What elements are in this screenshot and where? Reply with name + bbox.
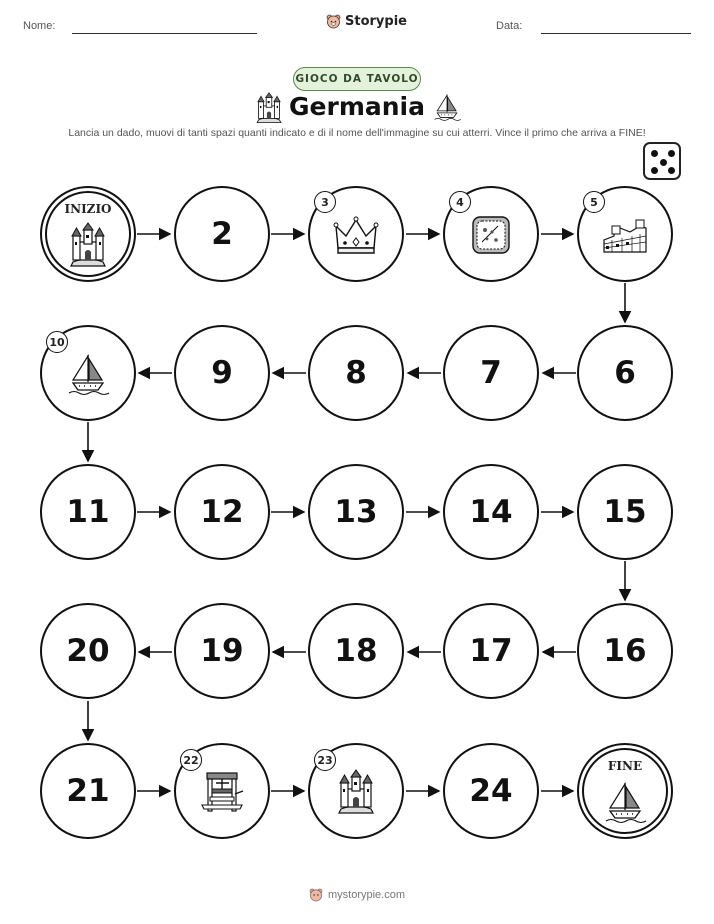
cell-number: 20 [66, 633, 110, 669]
start-label: INIZIO [64, 202, 112, 216]
board-cell-16 [577, 603, 673, 699]
cell-number: 12 [200, 494, 244, 530]
cell-number: 16 [603, 633, 647, 669]
board-cell-14 [443, 464, 539, 560]
cell-number: 15 [603, 494, 647, 530]
cell-number-badge: 22 [180, 749, 202, 771]
sailboat-icon [602, 779, 648, 825]
board-cell-8 [308, 325, 404, 421]
cell-number-badge: 4 [449, 191, 471, 213]
name-label: Nome: [23, 20, 56, 32]
board-cell-7 [443, 325, 539, 421]
cell-number: 21 [66, 773, 110, 809]
board-cell-start [40, 186, 136, 282]
board-cell-19 [174, 603, 270, 699]
game-type-badge: GIOCO DA TAVOLO [293, 67, 421, 91]
cell-number: 14 [469, 494, 513, 530]
board-cell-20 [40, 603, 136, 699]
cell-number-badge: 10 [46, 331, 68, 353]
cell-number: 19 [200, 633, 244, 669]
cell-number: 24 [469, 773, 513, 809]
board-cell-6 [577, 325, 673, 421]
cell-number: 2 [211, 216, 233, 252]
instructions: Lancia un dado, muovi di tanti spazi quanti indicato e di il nome dell'immagine su cui atterri. Vince il primo che arriva a FINE! [68, 127, 646, 139]
board-cell-15 [577, 464, 673, 560]
end-label: FINE [607, 759, 643, 773]
gingerbread-icon [468, 212, 514, 258]
cell-number: 8 [345, 355, 367, 391]
board-cell-24 [443, 743, 539, 839]
castle-icon [65, 222, 111, 268]
board-cell-2 [174, 186, 270, 282]
cell-number: 13 [334, 494, 378, 530]
page-title: Germania [0, 92, 714, 121]
footer-url[interactable]: mystorypie.com [327, 889, 406, 901]
board-cell-18 [308, 603, 404, 699]
cell-number: 11 [66, 494, 110, 530]
board-cell-11 [40, 464, 136, 560]
cell-number: 17 [469, 633, 513, 669]
cell-number: 9 [211, 355, 233, 391]
sailboat-icon [65, 351, 111, 397]
castle-icon [333, 769, 379, 815]
crown-icon [333, 212, 379, 258]
date-label: Data: [496, 20, 523, 32]
bear-icon [309, 888, 323, 902]
brand-name: Storypie [345, 14, 407, 29]
cell-number-badge: 5 [583, 191, 605, 213]
cell-number: 18 [334, 633, 378, 669]
board-cell-12 [174, 464, 270, 560]
board-cell-21 [40, 743, 136, 839]
board-cell-17 [443, 603, 539, 699]
board-cell-end [577, 743, 673, 839]
cell-number: 7 [480, 355, 502, 391]
board-cell-9 [174, 325, 270, 421]
board-cell-13 [308, 464, 404, 560]
printing-press-icon [199, 769, 245, 815]
cell-number-badge: 3 [314, 191, 336, 213]
cell-number: 6 [614, 355, 636, 391]
footer [0, 888, 714, 902]
cell-number-badge: 23 [314, 749, 336, 771]
great-wall-icon [602, 212, 648, 258]
